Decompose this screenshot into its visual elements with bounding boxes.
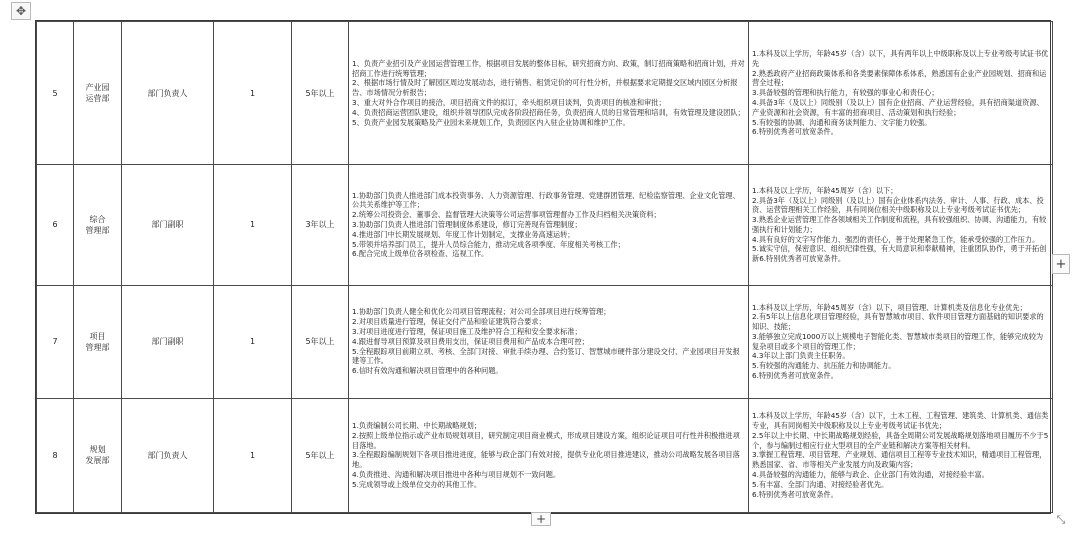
duty-line: 3.全程跟踪编制规划下各项目推进进度，能够与政企部门有效对接，提供专业化项目推进建议，推动公司战略发展各项目落地。 [352, 450, 740, 470]
headcount-cell[interactable]: 1 [214, 22, 292, 165]
plus-icon: + [535, 512, 547, 526]
table-move-handle[interactable] [11, 2, 31, 20]
duty-line: 2.对项目质量进行管理，保证交付产品和验证建筑符合要求； [352, 317, 546, 327]
table-row [37, 22, 1053, 165]
position-cell[interactable]: 部门负责人 [122, 22, 214, 165]
duty-line: 2.统筹公司投资会、董事会、监督管理大决策等公司运营事项管理督办工作及归档相关决策资料； [352, 210, 661, 220]
duty-line: 1、负责产业招引及产业园运营管理工作，根据项目发展的整体目标，研究招商方向、政策，制订招商策略和招商计划，并对招商工作进行统筹管理； [352, 58, 745, 78]
duty-line: 5.带领并培养部门员工，提升人员综合能力，推动完成各项季度、年度相关考核工作； [352, 239, 625, 249]
table-row [37, 165, 1053, 285]
requirement-line: 2.熟悉政府产业招商政策体系和各类要素保障体系体系，熟悉国有企业产业园规划、招商和运营全过程； [752, 68, 1047, 88]
requirement-line: 3.能够独立完成1000万以上规模电子智能化类、智慧城市类项目的管理工作，能够完成较为复杂项目或多个项目的管理工作； [752, 331, 1044, 351]
requirements-cell[interactable] [749, 165, 1053, 285]
duty-line: 6.配合完成上级单位各项检查、巡视工作。 [352, 249, 489, 259]
duty-line: 1.协助部门负责人健全和优化公司项目管理流程；对公司全部项目进行统筹管理； [352, 307, 611, 317]
duty-line: 3、重大对外合作项目的接洽，项目招商文件的拟订，牵头组织项目谈判，负责项目的核准和审批； [352, 98, 666, 108]
requirement-line: 3.熟悉企业运营管理工作各领域相关工作制度和流程，具有较强组织、协调、沟通能力，有较强执行和计划能力； [752, 215, 1047, 234]
requirement-line: 5.有较强的沟通能力、抗压能力和协调能力。 [752, 361, 896, 371]
position-cell[interactable]: 部门负责人 [122, 398, 214, 512]
department-cell[interactable]: 规划 发展部 [74, 398, 122, 512]
row-number-cell[interactable]: 7 [37, 285, 74, 398]
requirement-line: 3.具备较强的管理和执行能力，有较强的事业心和责任心； [752, 88, 939, 98]
requirement-line: 6.特别优秀者可放宽条件。 [752, 127, 838, 137]
requirements-cell[interactable] [749, 285, 1053, 398]
department-cell[interactable]: 产业园 运营部 [74, 22, 122, 165]
duty-line: 2.按照上级单位指示或产业布局规划项目，研究制定项目商业模式，形成项目建设方案，组织论证项目可行性并积极推进项目落地。 [352, 430, 740, 450]
duty-line: 1.负责编制公司长期、中长期战略规划； [352, 421, 482, 431]
duty-line: 4.推进部门中长期发展规划、年度工作计划制定，支撑业务高速运转； [352, 229, 575, 239]
duty-line: 1.协助部门负责人推进部门成本投资事务、人力资源管理、行政事务管理、党建群团管理、纪检监察管理、企业文化管理、公共关系维护等工作； [352, 190, 740, 210]
recruitment-table [35, 20, 1051, 514]
headcount-cell[interactable]: 1 [214, 398, 292, 512]
requirement-line: 1.本科及以上学历，年龄45岁（含）以下，土木工程、工程管理、建筑类、计算机类、通信类专业，具有同岗相关中级职称及以上专业考级考试证书优先； [752, 411, 1049, 431]
requirement-line: 4.3年以上部门负责主任职务。 [752, 351, 850, 361]
duty-line: 2、根据市场行情及时了解园区周边发展动态，进行销售、租赁定价的可行性分析，并根据要求定期提交区域内园区分析报告、市场情况分析报告； [352, 78, 738, 98]
duty-line: 4.负责推进、沟通和解决项目推进中各种与项目规划不一致问题。 [352, 470, 561, 480]
duty-line: 4、负责招商运营团队建设，组织并领导团队完成各阶段招商任务，负责招商人员的日常管理和培训，有效管理及建设团队； [352, 107, 745, 117]
experience-cell[interactable]: 5年以上 [292, 398, 349, 512]
position-table [36, 21, 1053, 513]
experience-cell[interactable]: 3年以上 [292, 165, 349, 285]
requirement-line: 4.具有良好的文字写作能力、强烈的责任心，善于处理紧急工作，能承受较强的工作压力。 [752, 234, 1040, 244]
requirement-line: 4.具备3年（及以上）同级别（及以上）国有企业招商、产业运营经验，具有招商渠道资源、产业资源和社会资源，有丰富的招商项目、活动策划和执行经验； [752, 98, 1044, 117]
table-row [37, 285, 1053, 398]
requirements-cell[interactable] [749, 398, 1053, 512]
requirement-line: 2.具备3年（及以上）同级别（及以上）国有企业体系内法务、审计、人事、行政、成本、投资、运营管理相关工作经验，具有同岗位相关中级职称及以上专业考级考试证书优先； [752, 195, 1044, 215]
requirement-line: 5.诚实守信，保密意识、组织纪律性强，有大局意识和奉献精神，注重团队协作，勇于开拓创新6.特别优秀者可放宽条件。 [752, 244, 1047, 264]
requirement-line: 6.特别优秀者可放宽条件。 [752, 370, 838, 380]
department-cell[interactable]: 综合 管理部 [74, 165, 122, 285]
table-row [37, 398, 1053, 512]
requirement-line: 2.5年以上中长期、中长期战略规划经验，具备全周期公司发展战略规划落地项目履历不少于5个，参与编制过相应行业大型项目的全产业链和解决方案等相关材料。 [752, 430, 1049, 450]
requirement-line: 6.特别优秀者可放宽条件。 [752, 489, 838, 499]
headcount-cell[interactable]: 1 [214, 285, 292, 398]
add-column-button[interactable] [1052, 254, 1070, 274]
duties-cell[interactable] [349, 285, 749, 398]
duty-line: 3.对项目进度进行管理，保证项目施工及维护符合工程和安全要求标准； [352, 326, 582, 336]
requirements-cell[interactable] [749, 22, 1053, 165]
requirement-line: 1.本科及以上学历，年龄45岁（含）以下，具有两年以上中级职称及以上专业考级考试证书优先 [752, 49, 1049, 68]
requirement-line: 5.有较强的协调、沟通和商务谈判能力、文字能力较强。 [752, 117, 932, 127]
duty-line: 5、负责产业园发展策略及产业园未来规划工作，负责园区内入驻企业协调和维护工作。 [352, 117, 630, 127]
duty-line: 5.完成领导或上级单位交办的其他工作。 [352, 479, 482, 489]
requirement-line: 2.有5年以上信息化项目管理经验，具有智慧城市项目、软件项目管理方面基础的知识要求的知识、技能； [752, 312, 1044, 332]
experience-cell[interactable]: 5年以上 [292, 285, 349, 398]
row-number-cell[interactable]: 8 [37, 398, 74, 512]
row-number-cell[interactable]: 6 [37, 165, 74, 285]
diagonal-resize-icon[interactable]: ⤡ [1056, 513, 1066, 526]
headcount-cell[interactable]: 1 [214, 165, 292, 285]
requirement-line: 3.掌握工程管理、项目管理、产业规划、通信项目工程等专业技术知识，精通项目工程管理，熟悉国家、省、市等相关产业发展方向及政策内容； [752, 450, 1047, 470]
duty-line: 6.信时有效沟通和解决项目管理中的各种问题。 [352, 366, 503, 376]
position-cell[interactable]: 部门副职 [122, 285, 214, 398]
duty-line: 5.全程跟踪项目前期立项、考核、全部门对接、审批手续办理、合约签订、智慧城市硬件部分建设交付、产业园项目开发报建等工作。 [352, 346, 740, 366]
requirement-line: 4.具备较强的沟通能力，能够与政企、企业部门有效沟通，对接经验丰富。 [752, 470, 989, 480]
experience-cell[interactable]: 5年以上 [292, 22, 349, 165]
duties-cell[interactable] [349, 398, 749, 512]
requirement-line: 5.有丰富、全部门沟通、对接经验者优先。 [752, 479, 889, 489]
plus-icon: + [1055, 256, 1067, 272]
requirement-line: 1.本科及以上学历，年龄45周岁（含）以下； [752, 185, 898, 195]
duties-cell[interactable] [349, 22, 749, 165]
duties-cell[interactable] [349, 165, 749, 285]
requirement-line: 1.本科及以上学历，年龄45周岁（含）以下，项目管理、计算机类及信息化专业优先； [752, 302, 1027, 312]
add-row-button[interactable] [531, 512, 551, 526]
row-number-cell[interactable]: 5 [37, 22, 74, 165]
duty-line: 3.协助部门负责人推进部门管理制度体系建设，修订完善现有管理制度； [352, 220, 582, 229]
four-arrows-icon: ✥ [15, 4, 27, 18]
duty-line: 4.跟进督导项目预算及项目费用支出，保证项目费用和产品成本合理可控； [352, 336, 589, 346]
position-cell[interactable]: 部门副职 [122, 165, 214, 285]
department-cell[interactable]: 项目 管理部 [74, 285, 122, 398]
